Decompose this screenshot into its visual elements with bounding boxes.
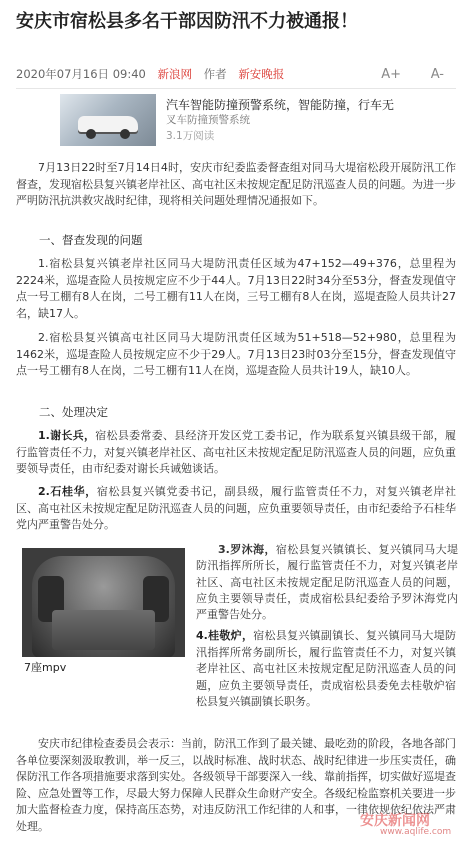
author-label: 作者 xyxy=(203,67,227,81)
section-heading-decisions: 二、处理决定 xyxy=(39,405,108,419)
ad-read-count: 3.1万阅读 xyxy=(166,130,215,142)
decision-paragraph-3 xyxy=(196,542,458,623)
sponsored-card[interactable] xyxy=(60,94,440,146)
decision-2-name: 2.石桂华， xyxy=(38,485,97,498)
article-title: 安庆市宿松县多名干部因防汛不力被通报！ xyxy=(16,11,358,32)
decision-paragraph-4 xyxy=(16,628,456,711)
section-heading-issues: 一、督查发现的问题 xyxy=(39,233,143,247)
publish-datetime: 2020年07月16日 09:40 xyxy=(16,67,146,81)
decision-3-name: 3.罗沐海， xyxy=(218,543,276,556)
issue-paragraph-1: 1.宿松县复兴镇老岸社区同马大堤防汛责任区域为47+152—49+376，总里程为2224米，巡堤查险人员按规定应不少于44人。7月13日22时34分至53分，督查发现值守点一号工棚有8人在岗，二号工棚有11人在岗，三号工棚有8人在岗，巡堤查险人员共计27名，缺17人。 xyxy=(16,257,456,320)
photo-caption: 7座mpv xyxy=(22,657,185,679)
font-smaller-button[interactable]: A- xyxy=(430,67,444,82)
watermark-logo-text: 安庆新闻网 xyxy=(360,813,430,829)
decision-paragraph-1 xyxy=(16,428,456,478)
ad-thumbnail[interactable] xyxy=(60,94,156,146)
decision-4-text: 宿松县复兴镇副镇长、复兴镇同马大堤防汛指挥所常务副所长，履行监管责任不力，对复兴镇老岸社区、高屯社区未按规定配足防汛巡查人员的问题，应负主要领导责任，责成宿松县委免去桂敬炉宿松县复兴镇副镇长职务。 xyxy=(196,629,456,708)
wheel-shape xyxy=(86,129,96,139)
intro-paragraph: 7月13日22时至7月14日4时，安庆市纪委监委督查组对同马大堤宿松段开展防汛工作督查，发现宿松县复兴镇老岸社区、高屯社区未按规定配足防汛巡查人员的问题。为进一步严明防汛抗洪救灾战时纪律，现将相关问题处理情况通报如下。 xyxy=(16,161,456,207)
ad-title[interactable]: 汽车智能防撞预警系统，智能防撞，行车无 xyxy=(166,98,395,112)
decision-4-name: 4.桂敬炉， xyxy=(196,629,254,642)
issue-paragraph-2: 2.宿松县复兴镇高屯社区同马大堤防汛责任区域为51+518—52+980，总里程为1462米，巡堤查险人员按规定应不少于29人。7月13日23时03分至15分，督查发现值守点一号工棚有8人在岗，二号工棚有11人在岗，巡堤查险人员共计19人，缺10人。 xyxy=(16,331,456,377)
decision-1-name: 1.谢长兵， xyxy=(38,429,96,442)
font-size-controls xyxy=(363,64,452,85)
ad-subtitle: 叉车防撞预警系统 xyxy=(166,114,250,126)
author-link[interactable]: 新安晚报 xyxy=(238,67,285,81)
article-meta xyxy=(16,64,456,84)
font-larger-button[interactable]: A+ xyxy=(381,67,402,82)
closing-paragraph: 安庆市纪律检查委员会表示：当前，防汛工作到了最关键、最吃劲的阶段，各地各部门各单位要深刻汲取教训，举一反三，以战时标准、战时状态、战时纪律进一步压实责任，确保防汛工作各项措施要求落到实处。各级领导干部要深入一线、靠前指挥，切实做好巡堤查险、应急处置等工作，尽最大努力保障人民群众生命财产安全。各级纪检监察机关要进一步加大监督检查力度，保持高压态势，对违反防汛工作纪律的人和事，一律依规依纪依法严肃处理。 xyxy=(16,737,456,833)
decision-2-text: 宿松县复兴镇党委书记，副县级，履行监管责任不力，对复兴镇老岸社区、高屯社区未按规定配足防汛巡查人员的问题，应负重要领导责任，由市纪委给予石桂华党内严重警告处分。 xyxy=(16,485,456,531)
decision-paragraph-2 xyxy=(16,484,456,534)
source-link[interactable]: 新浪网 xyxy=(157,67,192,81)
wheel-shape xyxy=(120,129,130,139)
site-watermark xyxy=(350,810,462,840)
decision-1-text: 宿松县委常委、县经济开发区党工委书记，作为联系复兴镇县级干部，履行监管责任不力，对复兴镇老岸社区、高屯社区未按规定配足防汛巡查人员的问题，应负重要领导责任，由市纪委对谢长兵诫勉谈话。 xyxy=(16,429,456,475)
decision-3-text: 宿松县复兴镇镇长、复兴镇同马大堤防汛指挥所所长，履行监管责任不力，对复兴镇老岸社区、高屯社区未按规定配足防汛巡查人员的问题，应负主要领导责任，责成宿松县纪委给予罗沐海党内严重警告处分。 xyxy=(196,543,458,622)
divider xyxy=(16,88,456,89)
watermark-url: www.aqlife.com xyxy=(380,827,452,837)
